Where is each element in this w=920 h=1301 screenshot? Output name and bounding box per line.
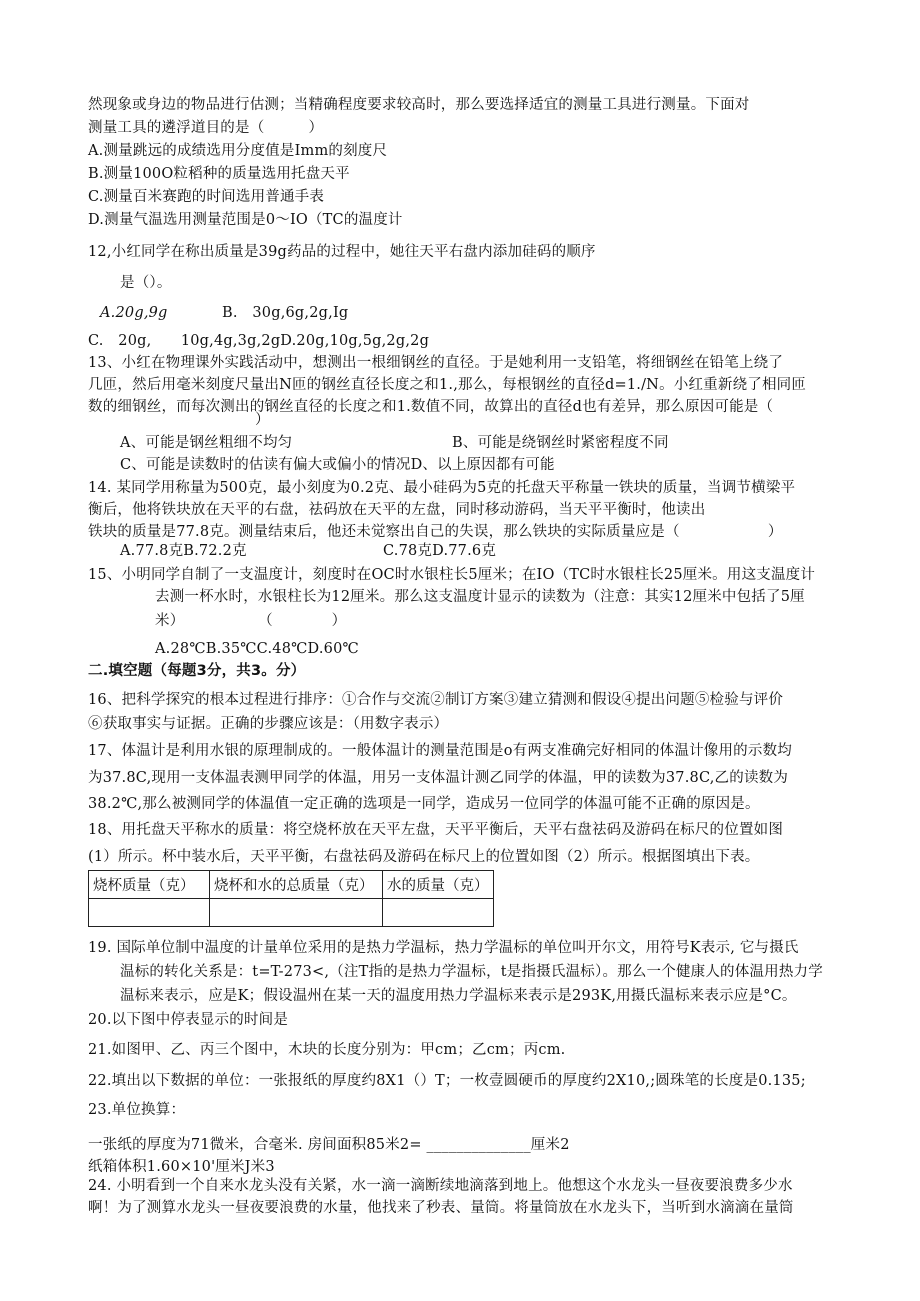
question-14: 14. 某同学用称量为500克，最小刻度为0.2克、最小硅码为5克的托盘天平称量一铁块的质量，当调节横梁平: [88, 480, 796, 496]
text-line: 温标来表示，应是K；假设温州在某一天的温度用热力学温标来表示是293K,用摄氏温标来表示应是°C。: [120, 988, 797, 1004]
table-cell[interactable]: [210, 899, 383, 927]
options: A.28℃B.35℃C.48℃D.60℃: [155, 641, 359, 657]
option-c-d: C.78克D.77.6克: [383, 543, 497, 559]
option-b: B. 30g,6g,2g,Ig: [222, 305, 349, 321]
text-line: 啊！为了测算水龙头一昼夜要浪费的水量，他找来了秒表、量筒。将量筒放在水龙头下，当听到水滴滴在量筒: [88, 1200, 794, 1216]
question-24: 24. 小明看到一个自来水龙头没有关紧，水一滴一滴断续地滴落到地上。他想这个水龙头一昼夜要浪费多少水: [88, 1178, 793, 1194]
option-c-d: C、可能是读数时的估读有偏大或偏小的情况D、以上原因都有可能: [120, 457, 555, 473]
text-line: 是（）。: [120, 275, 172, 291]
text-line: 38.2℃,那么被测同学的体温值一定正确的选项是一同学，造成另一位同学的体温可能不正确的原因是。: [88, 796, 760, 812]
table-header: 烧杯和水的总质量（克）: [210, 871, 383, 899]
text-line: (1）所示。杯中装水后，天平平衡，右盘祛码及游码在标尺上的位置如图（2）所示。根据图填出下表。: [88, 849, 760, 865]
question-20: 20.以下图中停表显示的时间是: [88, 1012, 289, 1028]
question-15: 15、小明同学自制了一支温度计，刻度时在OC时水银柱长5厘米；在IO（TC时水银柱长25厘米。用这支温度计: [88, 567, 816, 583]
table-header: 水的质量（克）: [383, 871, 494, 899]
table-row: [89, 899, 494, 927]
question-21: 21.如图甲、乙、丙三个图中，木块的长度分别为：甲cm；乙cm；丙cm.: [88, 1042, 566, 1058]
question-19: 19. 国际单位制中温度的计量单位采用的是热力学温标，热力学温标的单位叫开尔文，用符号K表示, 它与摄氏: [88, 940, 799, 956]
table-cell[interactable]: [383, 899, 494, 927]
option-a-b: A.77.8克B.72.2克: [120, 543, 247, 559]
question-17: 17、体温计是利用水银的原理制成的。一般体温计的测量范围是o有两支准确完好相同的体温计像用的示数均: [88, 743, 792, 759]
text-line: 铁块的质量是77.8克。测量结束后，他还未觉察出自己的失误，那么铁块的实际质量应是（ ）: [88, 524, 783, 540]
option-a: A、可能是钢丝粗细不均匀: [120, 435, 293, 451]
option-a: A.测量跳远的成绩选用分度值是Imm的刻度尺: [88, 143, 388, 159]
answer-table: [88, 870, 494, 927]
question-18: 18、用托盘天平称水的质量：将空烧杯放在天平左盘，天平平衡后，天平右盘祛码及游码在标尺的位置如图: [88, 822, 784, 838]
text-line: 衡后，他将铁块放在天平的右盘，祛码放在天平的左盘，同时移动游码，当天平平衡时，他读出: [88, 502, 706, 518]
text-line: 米） （ ）: [155, 613, 347, 629]
question-16: 16、把科学探究的根本过程进行排序：①合作与交流②制订方案③建立猜测和假设④提出问题⑤检验与评价: [88, 692, 784, 708]
option-b: B.测量100O粒稻种的质量选用托盘天平: [88, 166, 350, 182]
question-22: 22.填出以下数据的单位：一张报纸的厚度约8X1（）T；一枚壹圆硬币的厚度约2X10,;圆珠笔的长度是0.135;: [88, 1073, 806, 1089]
text-line: ）: [255, 412, 270, 428]
text-line: 一张纸的厚度为71微米，合毫米. 房间面积85米2= ______________厘米2: [88, 1137, 570, 1153]
section-heading: 二.填空题（每题3分，共3。分）: [88, 663, 306, 679]
table-cell[interactable]: [89, 899, 210, 927]
option-c: C.测量百米赛跑的时间选用普通手表: [88, 189, 325, 205]
option-d: D.测量气温选用测量范围是0～IO（TC的温度计: [88, 212, 403, 228]
question-13: 13、小红在物理课外实践活动中，想测出一根细钢丝的直径。于是她利用一支铅笔，将细钢丝在铅笔上绕了: [88, 355, 784, 371]
text-line: 为37.8C,现用一支体温表测甲同学的体温，用另一支体温计测乙同学的体温，甲的读数为37.8C,乙的读数为: [88, 770, 789, 786]
text-line: 然现象或身边的物品进行估测；当精确程度要求较高时，那么要选择适宜的测量工具进行测量。下面对: [88, 97, 750, 113]
text-line: 测量工具的遴浮道目的是（ ）: [88, 120, 324, 136]
question-23: 23.单位换算：: [88, 1102, 186, 1118]
option-c-d: C. 20g, 10g,4g,3g,2gD.20g,10g,5g,2g,2g: [88, 333, 430, 349]
text-line: 数的细钢丝，而每次测出的钢丝直径的长度之和1.数值不同，故算出的直径d也有差异，那么原因可能是（: [88, 399, 774, 415]
table-header: 烧杯质量（克）: [89, 871, 210, 899]
table-header-row: [89, 871, 494, 899]
option-a: A.20g,9g: [100, 305, 168, 321]
option-b: B、可能是绕钢丝时紧密程度不同: [452, 435, 669, 451]
text-line: 去测一杯水时，水银柱长为12厘米。那么这支温度计显示的读数为（注意：其实12厘米中包括了5厘: [155, 589, 805, 605]
question-12: 12,小红同学在称出质量是39g药品的过程中，她往天平右盘内添加硅码的顺序: [88, 244, 596, 260]
text-line: ⑥获取事实与证据。正确的步骤应该是：（用数字表示）: [88, 716, 449, 732]
text-line: 纸箱体积1.60×10'厘米J米3: [88, 1159, 275, 1175]
text-line: 几匝，然后用毫米刻度尺量出N匝的钢丝直径长度之和1.,那么，每根钢丝的直径d=1./N。小红重新绕了相同匝: [88, 377, 807, 393]
text-line: 温标的转化关系是：t=T-273<,（注T指的是热力学温标，t是指摄氏温标）。那么一个健康人的体温用热力学: [120, 964, 823, 980]
